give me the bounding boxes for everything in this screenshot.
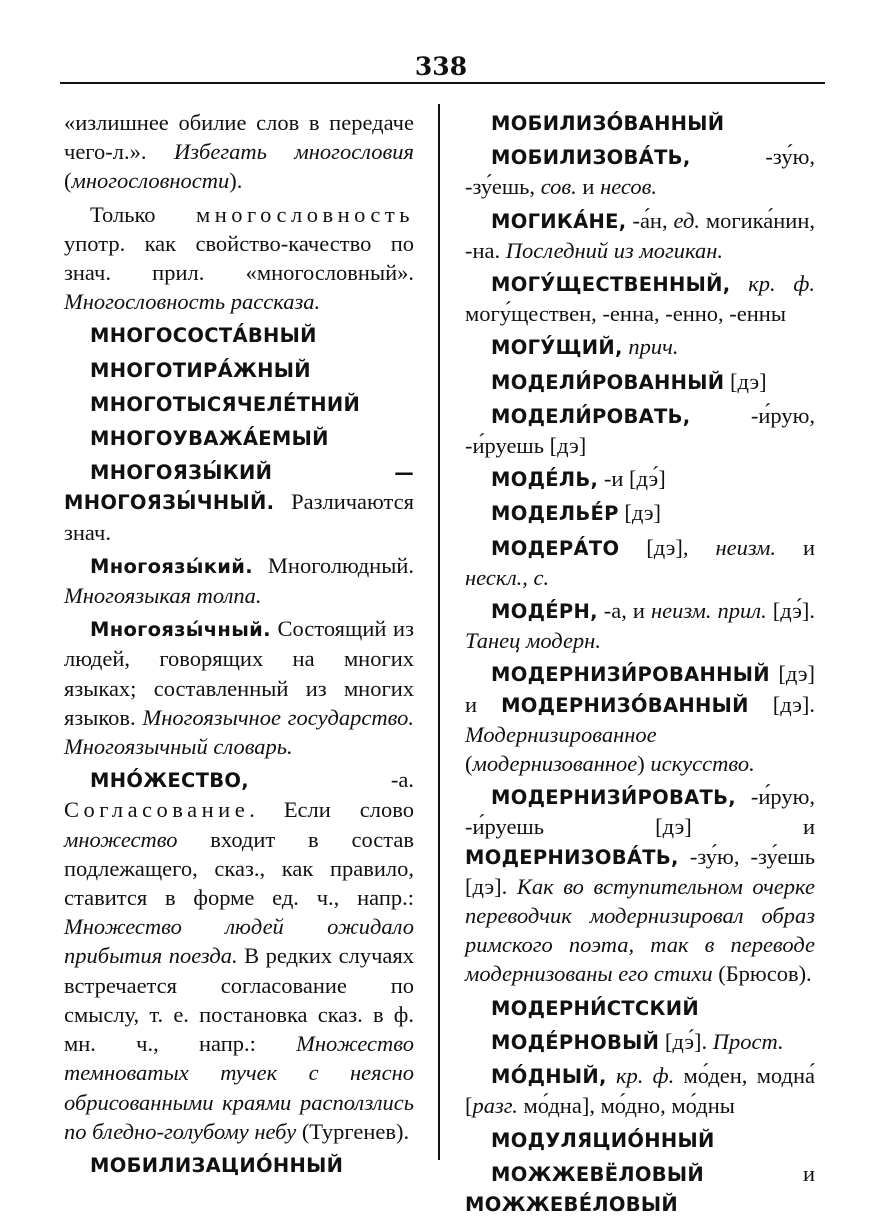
right-column [465,108,815,1223]
entry-text: мо́дна], мо́дно, мо́дны [517,1093,735,1119]
headword: МОБИЛИЗОВА́ТЬ, [491,146,691,170]
dictionary-entry [64,423,414,453]
dictionary-entry [465,401,815,460]
dictionary-entry [465,108,815,138]
dictionary-entry [465,1027,815,1057]
entry-text: ). [229,168,243,194]
entry-text: входит в состав подлежащего, сказ., как правило, ставится в форме ед. ч., напр.: [64,826,414,911]
dictionary-entry [465,993,815,1023]
dictionary-entry [64,355,414,385]
dictionary-entry [64,389,414,419]
dictionary-entry [64,457,414,547]
headword: МОДЕРНИЗИ́РОВАТЬ, [491,786,736,810]
headword: Многоязы́чный. [90,618,271,642]
headword: МОДЕРНИ́СТСКИЙ [491,996,700,1020]
entry-text: могика́нин, -на. [465,207,815,263]
entry-text: Многолюдный. [252,552,414,578]
page-number: 338 [414,52,468,81]
entry-text: (Брюсов). [712,961,812,987]
headword: МОДЕРНИЗИ́РОВАННЫЙ [491,663,770,687]
entry-text: [дэ], [619,534,716,560]
italic-text: разг. [472,1093,518,1119]
italic-text: Многоязыкая толпа. [64,583,262,609]
entry-text: [дэ́]. [766,598,815,624]
italic-text: Множество людей ожидало прибытия поезда. [64,914,414,969]
dictionary-entry [465,269,815,328]
entry-text: мо́ден, модна́ [ [465,1063,816,1119]
entry-text: [дэ] и [465,661,815,717]
headword: МОБИЛИЗО́ВАННЫЙ [491,112,725,135]
italic-text: Множество темноватых тучек с неясно обрисованными краями расползлись по бледно-голубому небу [64,1031,414,1144]
italic-text: Последний из могикан. [505,237,724,263]
italic-text: сов. [540,174,577,200]
headword: МОДУЛЯЦИО́ННЫЙ [491,1128,715,1152]
headword: МНОГОТЫСЯЧЕЛЕ́ТНИЙ [90,392,361,416]
entry-text: Состоящий из людей, говорящих на многих языках; составленный из многих языков. [64,616,414,730]
dictionary-entry [465,659,815,778]
italic-text: прич. [628,334,679,360]
entry-text: ( [465,751,473,777]
entry-text [730,271,748,296]
entry-text: (Тургенев). [296,1118,410,1144]
entry-text: -и [дэ́] [598,466,666,492]
entry-text: -и́рую, -и́руешь [дэ] [465,402,815,459]
italic-text: Модернизированное [465,721,657,747]
headword: МОЖЖЕВЁЛОВЫЙ [491,1162,704,1186]
italic-text: Многословность рассказа. [64,289,321,315]
headword: МОДЕЛИ́РОВАННЫЙ [491,370,725,394]
dictionary-entry [465,142,815,201]
italic-text: ед. [673,207,700,233]
entry-text: употр. как свойство-качество по знач. прил. «многословный». [64,230,414,286]
italic-text: модернизованное [472,751,638,777]
entry-text: -и́рую, -и́руешь [дэ] и [465,784,815,840]
italic-text: искусство. [650,751,755,777]
italic-text: Избегать многословия [174,139,414,165]
headword: МОДЕ́РН, [491,600,598,624]
headword: МОБИЛИЗАЦИО́ННЫЙ [90,1153,344,1177]
dictionary-entry [465,464,815,494]
italic-text: Как во вступительном очерке переводчик модернизировал образ римского поэта, так в переводе модернизованы его стихи [465,873,816,987]
entry-text: В редких случаях встречается согласование по смыслу, т. е. постановка сказ. в ф. мн. ч., напр.: [64,943,414,1057]
italic-text: многословности [71,168,230,194]
headword: МНОГОЯЗЫ́КИЙ — МНОГОЯЗЫ́ЧНЫЙ. [64,461,414,515]
column-divider [438,104,440,1160]
headword: МО́ДНЫЙ, [491,1065,607,1089]
headword: МНО́ЖЕСТВО, [90,769,249,793]
italic-text: Танец модерн. [465,628,601,654]
header-rule [60,82,825,84]
headword: МНОГОСОСТА́ВНЫЙ [90,324,317,348]
dictionary-entry [465,1159,815,1219]
entry-text: могу́ществен, -енна, -енно, -енны [465,301,786,327]
dictionary-entry [465,498,815,528]
headword: МОДЕРА́ТО [491,536,620,560]
entry-text: -а. [248,767,414,793]
entry-text: -а́н, [626,207,674,233]
dictionary-entry [64,1150,414,1180]
dictionary-entry [465,1125,815,1155]
dictionary-entry [64,108,414,196]
entry-text: и [576,174,601,200]
dictionary-entry [64,614,414,761]
entry-text [607,1063,616,1088]
headword: МНОГОТИРА́ЖНЫЙ [90,358,311,382]
headword: МОГУ́ЩИЙ, [491,336,623,360]
spaced-text: многословность [195,201,414,227]
entry-text: -зу́ю, -зу́ешь, [465,144,815,200]
entry-text: и [704,1160,815,1186]
dictionary-entry [465,367,815,397]
dictionary-entry [465,332,815,362]
headword: МОГУ́ЩЕСТВЕННЫЙ, [491,273,731,297]
headword: МОЖЖЕВЕ́ЛОВЫЙ [465,1192,678,1216]
entry-text: Только [90,201,196,227]
headword: Многоязы́кий. [90,554,253,578]
entry-text: Различаются знач. [64,489,414,545]
headword: МНОГОУВАЖА́ЕМЫЙ [90,427,329,451]
italic-text: Многоязычное государство. Многоязычный словарь. [64,704,414,760]
headword: МОДЕ́ЛЬ, [491,468,599,492]
dictionary-entry [465,533,815,592]
italic-text: кр. ф. [615,1063,675,1089]
italic-text: множество [64,826,178,852]
dictionary-entry [64,200,414,317]
headword: МОДЕРНИЗОВА́ТЬ, [465,845,679,869]
headword: МОДЕЛИ́РОВАТЬ, [491,404,691,428]
entry-text: ( [64,168,72,194]
entry-text: ) [637,751,651,777]
entry-text: . Если слово [249,797,414,823]
italic-text: нескл., с. [465,564,550,590]
entry-text: -а, и [597,598,651,624]
dictionary-entry [64,551,414,610]
italic-text: несов. [600,174,657,200]
entry-text: [дэ]. [748,691,816,717]
headword: МОДЕЛЬЕ́Р [491,502,619,526]
headword: МОГИКА́НЕ, [491,209,627,233]
italic-text: неизм. [715,534,777,560]
entry-text: [дэ́]. [659,1028,713,1054]
entry-text: [дэ] [724,368,767,394]
dictionary-entry [465,1061,815,1120]
dictionary-entry [64,320,414,350]
spaced-text: Согласование [64,797,250,823]
dictionary-entry [465,206,815,265]
entry-text: и [776,534,815,560]
dictionary-entry [465,782,815,988]
entry-text: [дэ] [618,500,662,526]
headword: МОДЕРНИЗО́ВАННЫЙ [501,693,749,717]
italic-text: кр. ф. [748,271,816,297]
entry-text: «излишнее обилие слов в передаче чего-л.». [64,110,414,165]
entry-text: -зу́ю, -зу́ешь [дэ]. [465,843,815,899]
italic-text: неизм. прил. [650,598,767,624]
left-column [64,108,414,1184]
italic-text: Прост. [712,1028,784,1054]
headword: МОДЕ́РНОВЫЙ [491,1030,660,1054]
dictionary-entry [465,596,815,655]
dictionary-entry [64,765,414,1146]
